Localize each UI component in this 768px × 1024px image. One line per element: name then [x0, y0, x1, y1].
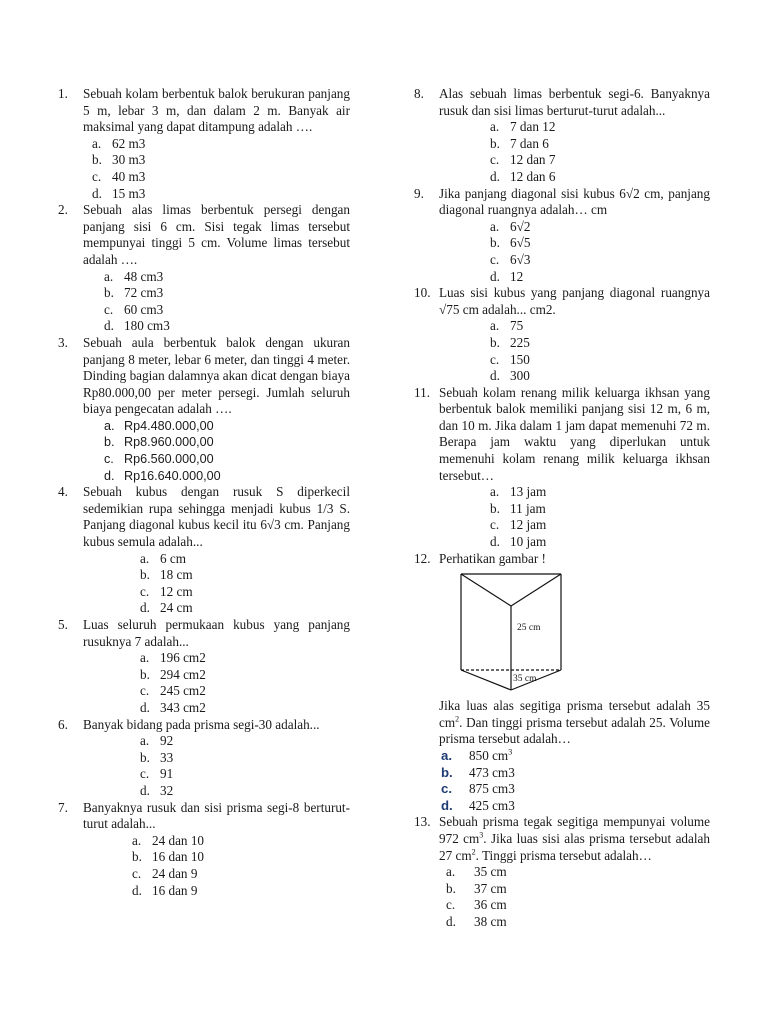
option-letter: c.	[490, 517, 500, 533]
question-number: 12.	[414, 550, 431, 566]
answer-option	[83, 169, 350, 186]
option-text: 12	[510, 268, 524, 284]
option-letter: c.	[490, 351, 500, 367]
answer-option	[439, 335, 710, 352]
option-letter: c.	[140, 766, 150, 782]
option-letter: b.	[490, 235, 500, 251]
question-stem: Jika panjang diagonal sisi kubus 6√2 cm, panjang diagonal ruangnya adalah… cm	[439, 185, 710, 218]
answer-option	[83, 667, 350, 684]
option-letter: a.	[446, 864, 456, 880]
question-stem: Banyaknya rusuk dan sisi prisma segi-8 berturut-turut adalah...	[83, 799, 350, 832]
answer-option	[414, 914, 710, 931]
answer-option	[83, 849, 350, 866]
option-text: 38 cm	[474, 913, 507, 929]
option-letter: a.	[490, 119, 500, 135]
question-number: 6.	[58, 716, 68, 732]
option-letter: c.	[140, 583, 150, 599]
answer-option	[439, 352, 710, 369]
option-letter: b.	[446, 880, 456, 896]
question-11	[414, 385, 710, 551]
option-text: 12 jam	[510, 517, 547, 533]
answer-option	[414, 864, 710, 881]
answer-option	[83, 584, 350, 601]
option-text: 245 cm2	[160, 683, 206, 699]
left-column	[58, 86, 350, 899]
option-text: 15 m3	[112, 185, 146, 201]
option-text: 12 dan 7	[510, 152, 556, 168]
option-letter: a.	[441, 748, 452, 763]
option-text: 32	[160, 782, 174, 798]
option-letter: d.	[140, 600, 150, 616]
answer-options	[83, 551, 350, 617]
option-text: Rp6.560.000,00	[124, 452, 214, 467]
height-label: 25 cm	[517, 623, 541, 634]
question-number: 8.	[414, 86, 424, 101]
question-stem: Alas sebuah limas berbentuk segi-6. Banyaknya rusuk dan sisi limas berturut-turut adalah...	[439, 86, 710, 118]
option-letter: b.	[140, 749, 150, 765]
question-number: 7.	[58, 799, 68, 815]
question-10	[414, 285, 710, 385]
question-6	[58, 717, 350, 800]
option-text: 18 cm	[160, 567, 193, 583]
option-letter: d.	[104, 468, 115, 483]
answer-option	[83, 600, 350, 617]
question-stem: Perhatikan gambar !	[439, 550, 546, 566]
answer-option	[83, 866, 350, 883]
answer-option	[439, 136, 710, 153]
option-letter: d.	[446, 913, 456, 929]
right-column	[414, 86, 710, 931]
question-12	[414, 551, 710, 815]
answer-option	[83, 285, 350, 302]
option-text: 30 m3	[112, 152, 146, 168]
question-stem: Luas sisi kubus yang panjang diagonal ruangnya √75 cm adalah... cm2.	[439, 285, 710, 317]
option-letter: d.	[490, 168, 500, 184]
answer-option	[83, 269, 350, 286]
option-letter: b.	[490, 334, 500, 350]
answer-options	[83, 650, 350, 716]
answer-options	[83, 136, 350, 202]
question-4	[58, 484, 350, 617]
answer-option	[439, 534, 710, 551]
answer-option	[414, 897, 710, 914]
option-text: 37 cm	[474, 880, 507, 896]
answer-options	[83, 269, 350, 335]
option-text: 7 dan 12	[510, 119, 556, 135]
question-12-options	[414, 748, 710, 814]
option-letter: d.	[490, 534, 500, 550]
option-text: 6√2	[510, 218, 531, 234]
option-text: 6 cm	[160, 550, 187, 566]
option-text: 300	[510, 368, 530, 384]
option-text: 35 cm	[474, 864, 507, 880]
answer-option	[414, 765, 710, 782]
question-stem: Sebuah alas limas berbentuk persegi dengan panjang sisi 6 cm. Sisi tegak limas tersebut mempunyai tinggi 5 cm. Volume limas tersebut adalah ….	[83, 202, 350, 267]
option-letter: b.	[104, 285, 114, 301]
option-letter: a.	[140, 550, 150, 566]
option-letter: c.	[490, 251, 500, 267]
answer-options	[439, 484, 710, 550]
option-letter: c.	[140, 683, 150, 699]
question-number: 4.	[58, 484, 68, 500]
question-stem: Banyak bidang pada prisma segi-30 adalah...	[83, 716, 320, 732]
question-stem: Sebuah kolam berbentuk balok berukuran panjang 5 m, lebar 3 m, dan dalam 2 m. Banyak air maksimal yang dapat ditampung adalah ….	[83, 86, 350, 135]
option-letter: d.	[490, 368, 500, 384]
option-text: 24 dan 10	[152, 832, 205, 848]
option-letter: a.	[132, 832, 142, 848]
option-letter: b.	[140, 666, 150, 682]
option-text: 12 cm	[160, 583, 193, 599]
option-text: 6√3	[510, 251, 531, 267]
option-text: 10 jam	[510, 534, 547, 550]
option-text: 425 cm3	[469, 797, 515, 813]
question-number: 9.	[414, 185, 424, 201]
answer-option	[83, 152, 350, 169]
option-text: Rp4.480.000,00	[124, 418, 214, 433]
answer-option	[439, 484, 710, 501]
question-stem: Sebuah aula berbentuk balok dengan ukuran panjang 8 meter, lebar 6 meter, dan tinggi 4 meter. Dinding bagian dalamnya akan dicat dengan biaya Rp80.000,00 per meter persegi. Jumlah seluruh biaya pengecatan adalah ….	[83, 334, 350, 417]
option-letter: a.	[104, 268, 114, 284]
answer-option	[83, 418, 350, 435]
option-letter: a.	[92, 135, 102, 151]
answer-option	[83, 783, 350, 800]
option-letter: d.	[140, 782, 150, 798]
answer-option	[83, 136, 350, 153]
answer-option	[83, 750, 350, 767]
question-12-text: Jika luas alas segitiga prisma tersebut adalah 35 $cm^2$. Dan tinggi prisma tersebut adalah 25. Volume prisma tersebut adalah…	[439, 698, 710, 747]
option-text: 62 m3	[112, 135, 146, 151]
answer-option	[414, 781, 710, 798]
answer-option	[83, 186, 350, 203]
option-text: 16 dan 9	[152, 882, 198, 898]
answer-option	[414, 748, 710, 765]
option-letter: a.	[490, 218, 500, 234]
option-text: 7 dan 6	[510, 135, 549, 151]
answer-option	[83, 650, 350, 667]
option-letter: c.	[446, 897, 456, 913]
option-letter: d.	[490, 268, 500, 284]
option-text: Rp8.960.000,00	[124, 435, 214, 450]
option-letter: a.	[104, 418, 115, 433]
option-text: 72 cm3	[124, 285, 164, 301]
question-number: 2.	[58, 202, 68, 218]
option-letter: c.	[441, 781, 452, 797]
option-letter: d.	[441, 797, 453, 813]
prism-figure	[459, 570, 609, 694]
option-letter: b.	[441, 764, 453, 780]
option-text: 196 cm2	[160, 650, 206, 666]
option-letter: b.	[490, 135, 500, 151]
option-letter: d.	[132, 882, 142, 898]
question-7	[58, 800, 350, 900]
option-text: 40 m3	[112, 168, 146, 184]
question-13	[414, 814, 710, 930]
option-letter: a.	[490, 484, 500, 500]
answer-option	[414, 798, 710, 815]
option-text: 473 cm3	[469, 764, 515, 780]
question-stem: Luas seluruh permukaan kubus yang panjang rusuknya 7 adalah...	[83, 617, 350, 649]
option-text: 24 dan 9	[152, 865, 198, 881]
question-3	[58, 335, 350, 484]
option-letter: c.	[104, 301, 114, 317]
answer-option	[439, 269, 710, 286]
answer-option	[83, 551, 350, 568]
option-text: 225	[510, 334, 530, 350]
option-text: 36 cm	[474, 897, 507, 913]
option-letter: c.	[104, 452, 114, 467]
question-number: 10.	[414, 285, 431, 301]
answer-options	[439, 318, 710, 384]
option-text: 24 cm	[160, 600, 193, 616]
question-1	[58, 86, 350, 202]
option-text: 16 dan 10	[152, 849, 205, 865]
option-text: 150	[510, 351, 530, 367]
option-letter: c.	[92, 168, 102, 184]
option-text: 13 jam	[510, 484, 547, 500]
answer-option	[439, 169, 710, 186]
answer-option	[83, 302, 350, 319]
option-text: 92	[160, 733, 174, 749]
option-letter: a.	[490, 318, 500, 334]
question-8	[414, 86, 710, 186]
option-text: 850 $cm^3$	[469, 747, 513, 763]
answer-option	[439, 152, 710, 169]
option-text: 180 cm3	[124, 318, 170, 334]
answer-option	[83, 434, 350, 451]
question-number: 11.	[414, 384, 430, 400]
answer-options	[83, 833, 350, 899]
option-text: 343 cm2	[160, 699, 206, 715]
answer-option	[83, 883, 350, 900]
question-5	[58, 617, 350, 717]
option-letter: a.	[140, 733, 150, 749]
option-text: 294 cm2	[160, 666, 206, 682]
answer-option	[439, 517, 710, 534]
answer-option	[439, 501, 710, 518]
answer-option	[439, 235, 710, 252]
question-stem: Sebuah kubus dengan rusuk S diperkecil sedemikian rupa sehingga menjadi kubus 1/3 S. Panjang diagonal kubus kecil itu 6√3 cm. Panjang kubus semula adalah...	[83, 484, 350, 550]
option-text: Rp16.640.000,00	[124, 468, 221, 483]
answer-option	[414, 881, 710, 898]
question-number: 13.	[414, 814, 431, 830]
base-label: 35 cm	[513, 674, 537, 685]
option-text: 6√5	[510, 235, 531, 251]
answer-option	[83, 733, 350, 750]
option-letter: d.	[140, 699, 150, 715]
answer-option	[83, 700, 350, 717]
option-letter: b.	[132, 849, 142, 865]
option-letter: c.	[490, 152, 500, 168]
option-letter: b.	[92, 152, 102, 168]
question-13-options	[414, 864, 710, 930]
option-text: 12 dan 6	[510, 168, 556, 184]
question-9	[414, 186, 710, 286]
answer-options	[439, 219, 710, 285]
answer-option	[439, 252, 710, 269]
option-text: 75	[510, 318, 524, 334]
question-number: 3.	[58, 334, 68, 350]
answer-option	[83, 766, 350, 783]
answer-option	[83, 567, 350, 584]
option-text: 11 jam	[510, 500, 546, 516]
option-text: 60 cm3	[124, 301, 164, 317]
option-letter: c.	[132, 865, 142, 881]
option-letter: d.	[104, 318, 114, 334]
answer-option	[439, 219, 710, 236]
answer-option	[83, 451, 350, 468]
option-letter: a.	[140, 650, 150, 666]
answer-options	[83, 733, 350, 799]
option-letter: b.	[104, 435, 115, 450]
answer-option	[83, 683, 350, 700]
option-text: 91	[160, 766, 174, 782]
option-letter: b.	[490, 500, 500, 516]
answer-options	[439, 119, 710, 185]
option-text: 33	[160, 749, 174, 765]
answer-option	[83, 468, 350, 485]
answer-option	[439, 119, 710, 136]
option-letter: d.	[92, 185, 102, 201]
answer-option	[83, 833, 350, 850]
answer-option	[83, 318, 350, 335]
question-number: 1.	[58, 86, 68, 101]
option-text: 48 cm3	[124, 268, 164, 284]
question-2	[58, 202, 350, 335]
answer-options	[83, 418, 350, 484]
option-text: 875 cm3	[469, 781, 515, 797]
option-letter: b.	[140, 567, 150, 583]
answer-option	[439, 368, 710, 385]
answer-option	[439, 318, 710, 335]
question-number: 5.	[58, 617, 68, 632]
question-stem: Sebuah kolam renang milik keluarga ikhsan yang berbentuk balok memiliki panjang sisi 12 m, 6 m, dan 10 m. Jika dalam 1 jam dapat memenuhi 72 m. Berapa jam waktu yang diperlukan untuk memenuhi kolam renang milik keluarga ikhsan tersebut…	[439, 384, 710, 483]
question-stem: Sebuah prisma tegak segitiga mempunyai volume 972 $cm^3$. Jika luas sisi alas prisma tersebut adalah 27 $cm^2$. Tinggi prisma tersebut adalah…	[439, 814, 710, 863]
